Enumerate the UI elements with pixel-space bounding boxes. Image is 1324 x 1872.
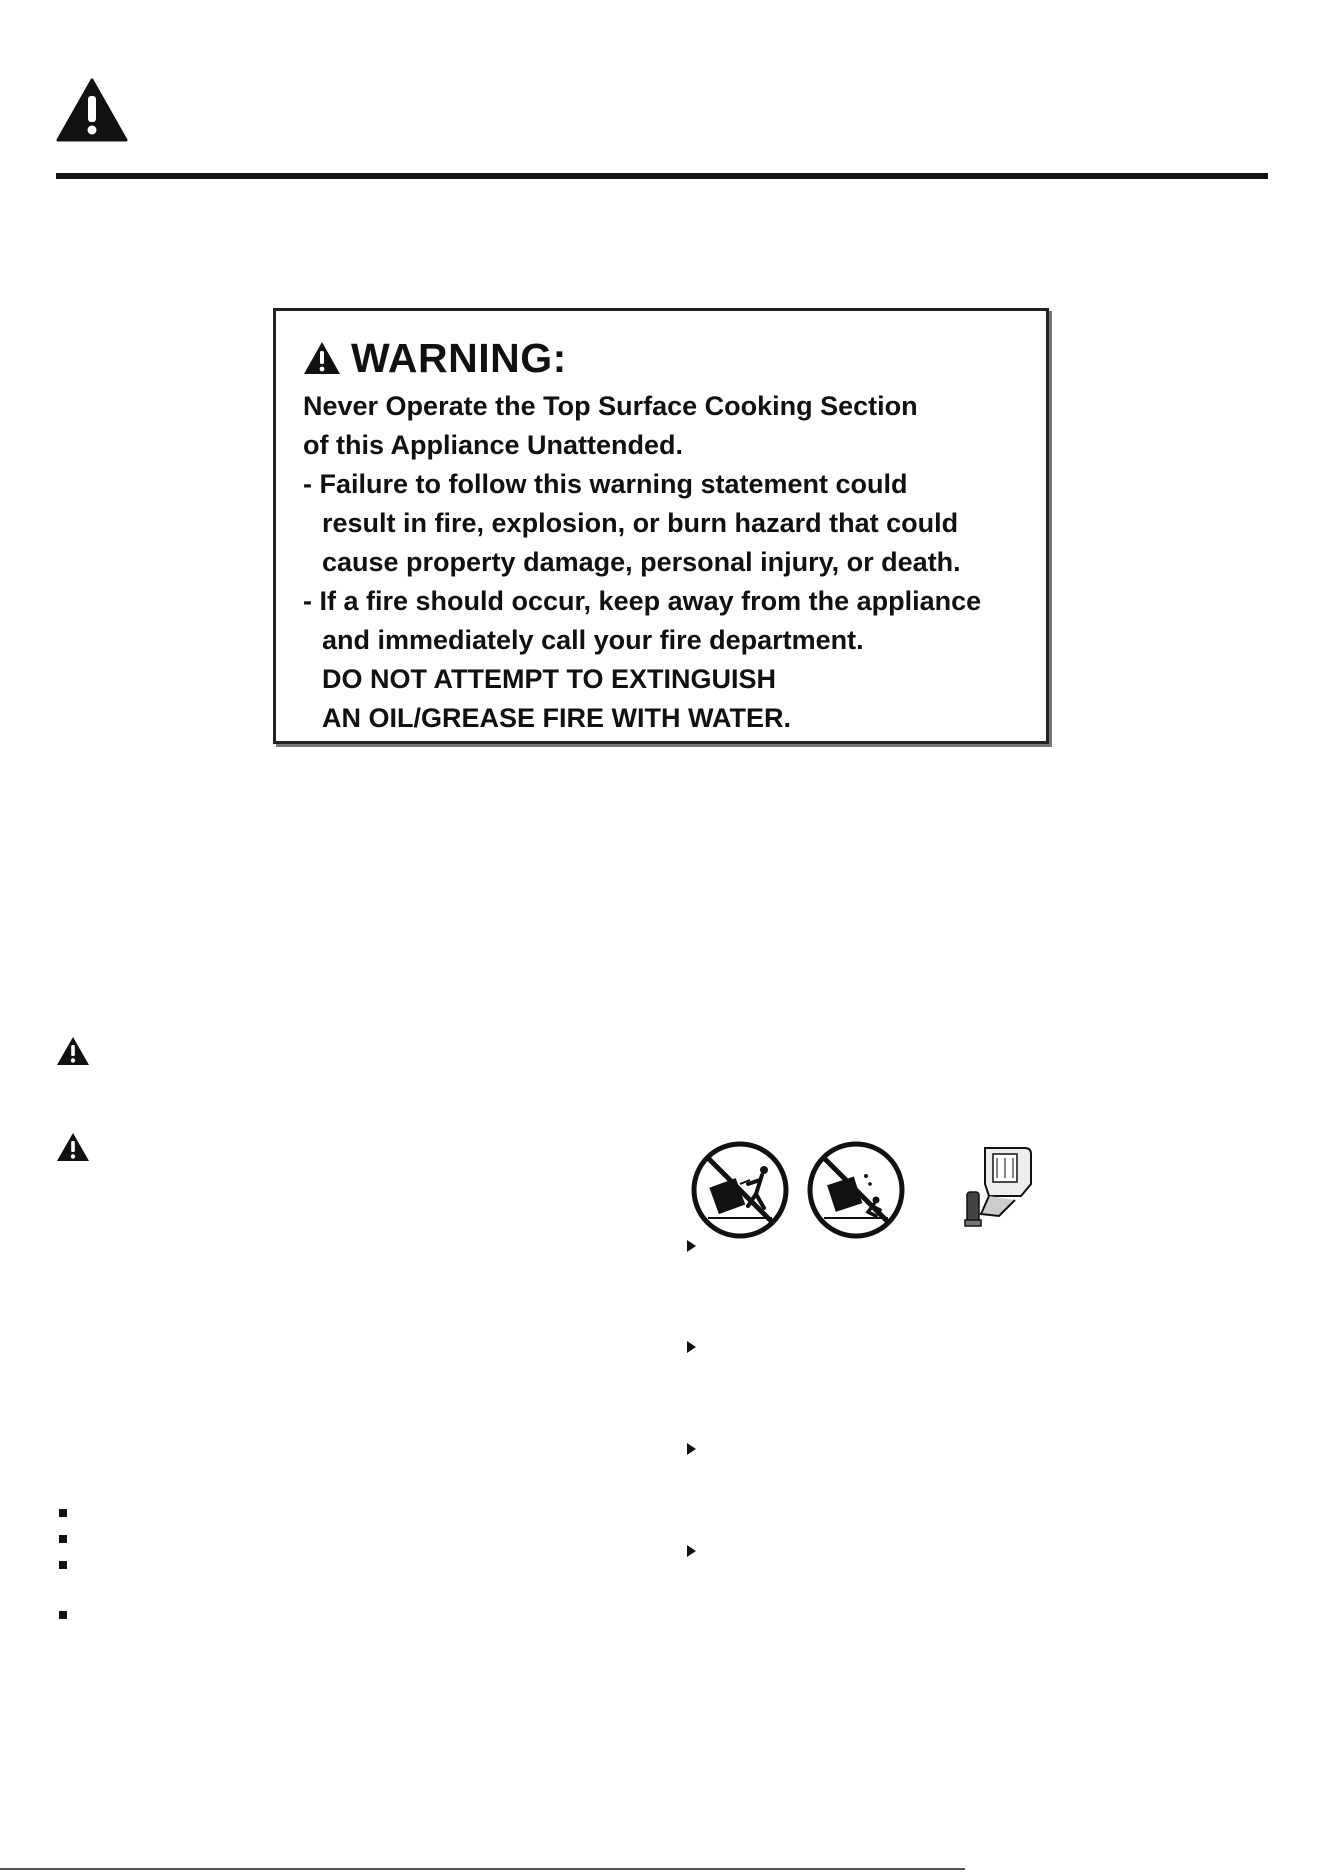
warning-triangle-icon [56, 1036, 90, 1066]
warning-line: - Failure to follow this warning statement could [303, 469, 908, 499]
warning-line: - If a fire should occur, keep away from the appliance [303, 586, 982, 616]
anti-tip-bracket-icon [955, 1144, 1035, 1240]
no-tipping-child-icon [806, 1140, 906, 1240]
warning-line: AN OIL/GREASE FIRE WITH WATER. [322, 703, 791, 733]
no-tipping-adult-icon [690, 1140, 790, 1240]
warning-line: Never Operate the Top Surface Cooking Section [303, 391, 918, 421]
list-bullet [59, 1535, 67, 1543]
list-bullet [59, 1611, 67, 1619]
list-bullet [687, 1341, 696, 1353]
warning-line: result in fire, explosion, or burn hazard that could [322, 508, 959, 538]
footer-rule [0, 1868, 965, 1870]
warning-triangle-icon [303, 341, 341, 375]
warning-box [273, 308, 1049, 744]
warning-line: and immediately call your fire department. [322, 625, 864, 655]
header-rule [56, 173, 1268, 179]
list-bullet [59, 1561, 67, 1569]
warning-line: cause property damage, personal injury, or death. [322, 547, 961, 577]
list-bullet [59, 1509, 67, 1517]
warning-triangle-icon [56, 1132, 90, 1162]
warning-line: of this Appliance Unattended. [303, 430, 684, 460]
warning-triangle-icon [56, 78, 128, 142]
warning-title: WARNING: [351, 334, 567, 381]
warning-heading [303, 329, 1046, 387]
warning-line: DO NOT ATTEMPT TO EXTINGUISH [322, 664, 777, 694]
list-bullet [687, 1443, 696, 1455]
list-bullet [687, 1240, 696, 1252]
list-bullet [687, 1545, 696, 1557]
